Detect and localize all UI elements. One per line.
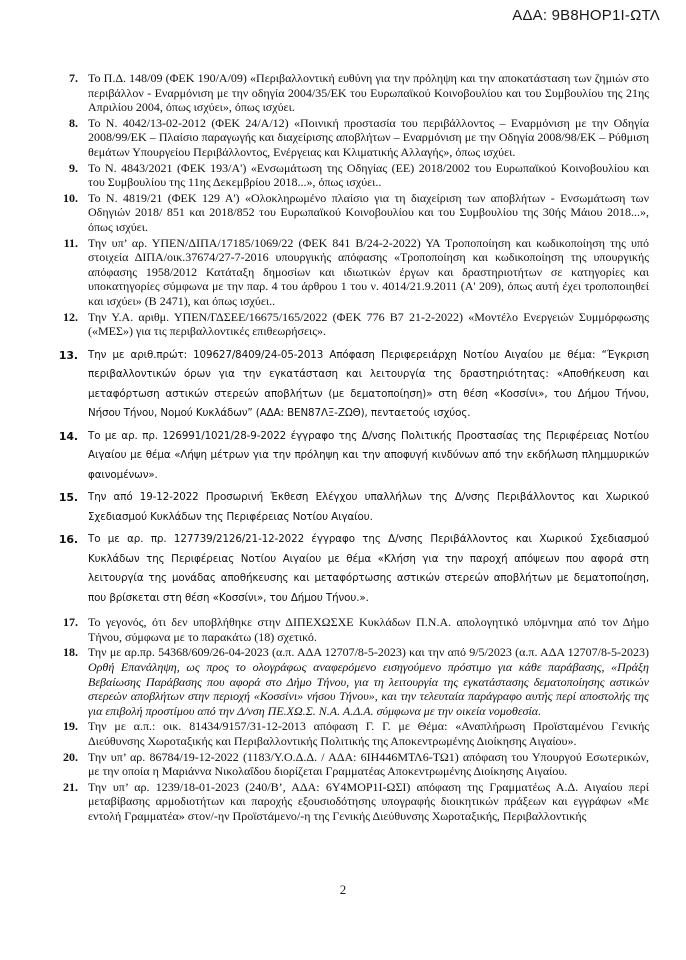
- list-item: [48, 71, 649, 115]
- list-item-text: Το με αρ. πρ. 126991/1021/28-9-2022 έγγραφο της Δ/νσης Πολιτικής Προστασίας της Περιφέρειας Νοτίου Αιγαίου με θέμα «Λήψη μέτρων για την πρόληψη και την αποφυγή κινδύνων από την εκδήλωση πλημμυρικών φαινομένων».: [88, 429, 649, 481]
- list-item: [48, 310, 649, 339]
- list-item-number: 9.: [69, 160, 78, 175]
- list-item-number: 13.: [58, 348, 78, 362]
- list-item-text: Το με αρ. πρ. 127739/2126/21-12-2022 έγγραφο της Δ/νσης Περιβάλλοντος και Χωρικού Σχεδιασμού Κυκλάδων της Περιφέρειας Νοτίου Αιγαίου με θέμα «Κλήση για την παροχή απόψεων που αφορά στη λειτουργία της μονάδας αποθήκευσης και μεταφόρτωσης αστικών στερεών αποβλήτων με δεματοποίηση, που βρίσκεται στη θέση «Κοσσίνι», του Δήμου Τήνου.».: [88, 533, 649, 604]
- list-item-text: Την Υ.Α. αριθμ. ΥΠΕΝ/ΓΔΣΕΕ/16675/165/2022 (ΦΕΚ 776 Β7 21-2-2022) «Μοντέλο Ενεργειών Συμμόρφωσης («ΜΕΣ») για τις περιβαλλοντικές επιθεωρήσεις».: [88, 309, 649, 339]
- list-item-text: Το Π.Δ. 148/09 (ΦΕΚ 190/Α/09) «Περιβαλλοντική ευθύνη για την πρόληψη και την αποκατάσταση των ζημιών στο περιβάλλον - Εναρμόνιση με την οδηγία 2004/35/ΕΚ του Ευρωπαϊκού Κοινοβουλίου και του Συμβουλίου της 21ης Απριλίου 2004, όπως ισχύει», όπως ισχύει.: [88, 71, 649, 115]
- list-item-text: Την υπ’ αρ. 86784/19-12-2022 (1183/Υ.Ο.Δ.Δ. / ΑΔΑ: 6ΙΗ446ΜΤΛ6-ΤΩ1) απόφαση του Υπουργού Εσωτερικών, με την οποία η Μαριάννα Νικολαΐδου διορίζεται Γραμματέας Αποκεντρωμένης Διοίκησης Αιγαίου.: [88, 749, 649, 779]
- list-item: [48, 530, 649, 608]
- list-item: [48, 719, 649, 748]
- reference-list: [48, 71, 649, 825]
- list-item-number: 19.: [63, 719, 78, 734]
- page-number: 2: [339, 882, 347, 897]
- list-item-number: 15.: [58, 491, 78, 505]
- ada-code: ΑΔΑ: 9Β8ΗΟΡ1Ι-ΩΤΛ: [512, 7, 660, 24]
- list-item-text-italic: Ορθή Επανάληψη, ως προς το ολογράφως αναφερόμενο εισηγούμενο πρόστιμο για κάθε παράβασης, «Πράξη Βεβαίωσης Παράβασης που αφορά στο Δήμο Τήνου, για τη λειτουργία της εγκατάστασης δεματοποίησης αστικών στερεών αποβλήτων στην περιοχή «Κοσσίνι» νήσου Τήνου», και την τελευταία παράγραφο αυτής περί αποστολής της για επιβολή προστίμου από την Δ/νση ΠΕ.ΧΩ.Σ. Ν.Α. Α.Δ.Α. σύμφωνα με την οικεία νομοθεσία.: [88, 659, 649, 718]
- list-item-text: Την υπ’ αρ. 1239/18-01-2023 (240/Β’, ΑΔΑ: 6Υ4ΜΟΡ1Ι-ΩΣΙ) απόφαση της Γραμματέως Α.Δ. Αιγαίου περί μεταβίβασης αρμοδιοτήτων και παροχής εξουσιοδότησης υπογραφής διοικητικών πράξεων και εγγράφων «Με εντολή Γραμματέα» στον/-ην Προϊστάμενο/-η της Γενικής Διεύθυνσης Χωροταξικής, Περιβαλλοντικής: [88, 779, 649, 823]
- list-item: [48, 645, 649, 718]
- list-item: [48, 116, 649, 160]
- list-item: [48, 780, 649, 824]
- list-item-text: Την με αριθ.πρώτ: 109627/8409/24-05-2013 Απόφαση Περιφερειάρχη Νοτίου Αιγαίου με θέμα: “Έγκριση περιβαλλοντικών όρων για την εγκατάσταση και λειτουργία της δραστηριότητας: «Αποθήκευση και μεταφόρτωση αστικών στερεών αποβλήτων (με δεματοποίηση)» στη θέση «Κοσσίνι», του Δήμου Τήνου, Νήσου Τήνου, Νομού Κυκλάδων” (ΑΔΑ: ΒΕΝ87ΛΞ-ΖΩΘ), πενταετούς ισχύος.: [88, 348, 649, 420]
- list-item-number: 8.: [69, 115, 78, 130]
- list-item-text: Το Ν. 4819/21 (ΦΕΚ 129 Α') «Ολοκληρωμένο πλαίσιο για τη διαχείριση των αποβλήτων - Ενσωμάτωση των Οδηγιών 2018/ 851 και 2018/852 του Ευρωπαϊκού Κοινοβουλίου και του Συμβουλίου της 30ής Μάιου 2018...», όπως ισχύει.: [88, 190, 649, 234]
- list-item-text-lead: Την με αρ.πρ. 54368/609/26-04-2023 (α.π. ΑΔΑ 12707/8-5-2023) και την από 9/5/2023 (α.π. ΑΔΑ 12707/8-5-2023): [88, 645, 649, 660]
- list-item-text: Την με α.π.: οικ. 81434/9157/31-12-2013 απόφαση Γ. Γ. με Θέμα: «Αναπλήρωση Προϊσταμένου Γενικής Διεύθυνσης Χωροταξικής και Περιβαλλοντικής Πολιτικής της Αποκεντρωμένης Διοίκησης Αιγαίου».: [88, 719, 649, 748]
- list-item-text: Το γεγονός, ότι δεν υποβλήθηκε στην ΔΙΠΕΧΩΣΧΕ Κυκλάδων Π.Ν.Α. απολογητικό υπόμνημα από τον Δήμο Τήνου, σύμφωνα με το παρακάτω (18) σχετικό.: [88, 615, 649, 644]
- list-item-text: [88, 645, 649, 718]
- list-item-number: 7.: [69, 71, 78, 85]
- list-item-number: 21.: [63, 779, 78, 794]
- list-item-text: Το Ν. 4042/13-02-2012 (ΦΕΚ 24/Α/12) «Ποινική προστασία του περιβάλλοντος – Εναρμόνιση με την Οδηγία 2008/99/ΕΚ – Πλαίσιο παραγωγής και διαχείρισης αποβλήτων – Εναρμόνιση με την Οδηγία 2008/98/ΕΚ – Ρύθμιση θεμάτων Υπουργείου Περιβάλλοντος, Ενέργειας και Κλιματικής Αλλαγής», όπως ισχύει.: [88, 115, 649, 159]
- list-item: [48, 615, 649, 644]
- list-item-number: 12.: [63, 309, 78, 324]
- list-item: [48, 427, 649, 486]
- list-item: [48, 750, 649, 779]
- list-item: [48, 191, 649, 235]
- list-item-number: 14.: [58, 429, 78, 443]
- list-item-number: 20.: [63, 749, 78, 764]
- list-item: [48, 161, 649, 190]
- list-item-number: 10.: [63, 190, 78, 205]
- list-item: [48, 346, 649, 424]
- list-item-number: 11.: [63, 235, 78, 250]
- list-item-text: Την από 19-12-2022 Προσωρινή Έκθεση Ελέγχου υπαλλήλων της Δ/νσης Περιβάλλοντος και Χωρικού Σχεδιασμού Κυκλάδων της Περιφέρειας Νοτίου Αιγαίου.: [88, 491, 649, 523]
- list-item-number: 18.: [63, 645, 78, 660]
- list-item-number: 16.: [58, 533, 78, 547]
- list-item-text: Το Ν. 4843/2021 (ΦΕΚ 193/Α') «Ενσωμάτωση της Οδηγίας (ΕΕ) 2018/2002 του Ευρωπαϊκού Κοινοβουλίου και του Συμβουλίου της 11ης Δεκεμβρίου 2018...», όπως ισχύει..: [88, 160, 649, 190]
- list-item-text: Την υπ’ αρ. ΥΠΕΝ/ΔΙΠΑ/17185/1069/22 (ΦΕΚ 841 Β/24-2-2022) ΥΑ Τροποποίηση και κωδικοποίηση της υπό στοιχεία ΔΙΠΑ/οικ.37674/27-7-2016 υπουργικής απόφασης «Τροποποίηση και κωδικοποίηση της υπουργικής απόφασης 1958/2012 Κατάταξη δημοσίων και ιδιωτικών έργων και δραστηριοτήτων σε κατηγορίες και υποκατηγορίες σύμφωνα με την παρ. 4 του άρθρου 1 του ν. 4014/21.9.2011 (Α' 209), όπως αυτή έχει τροποποιηθεί και ισχύει» (Β 2471), και όπως ισχύει..: [88, 235, 649, 308]
- list-item: [48, 236, 649, 309]
- list-item: [48, 488, 649, 527]
- list-item-number: 17.: [63, 615, 78, 630]
